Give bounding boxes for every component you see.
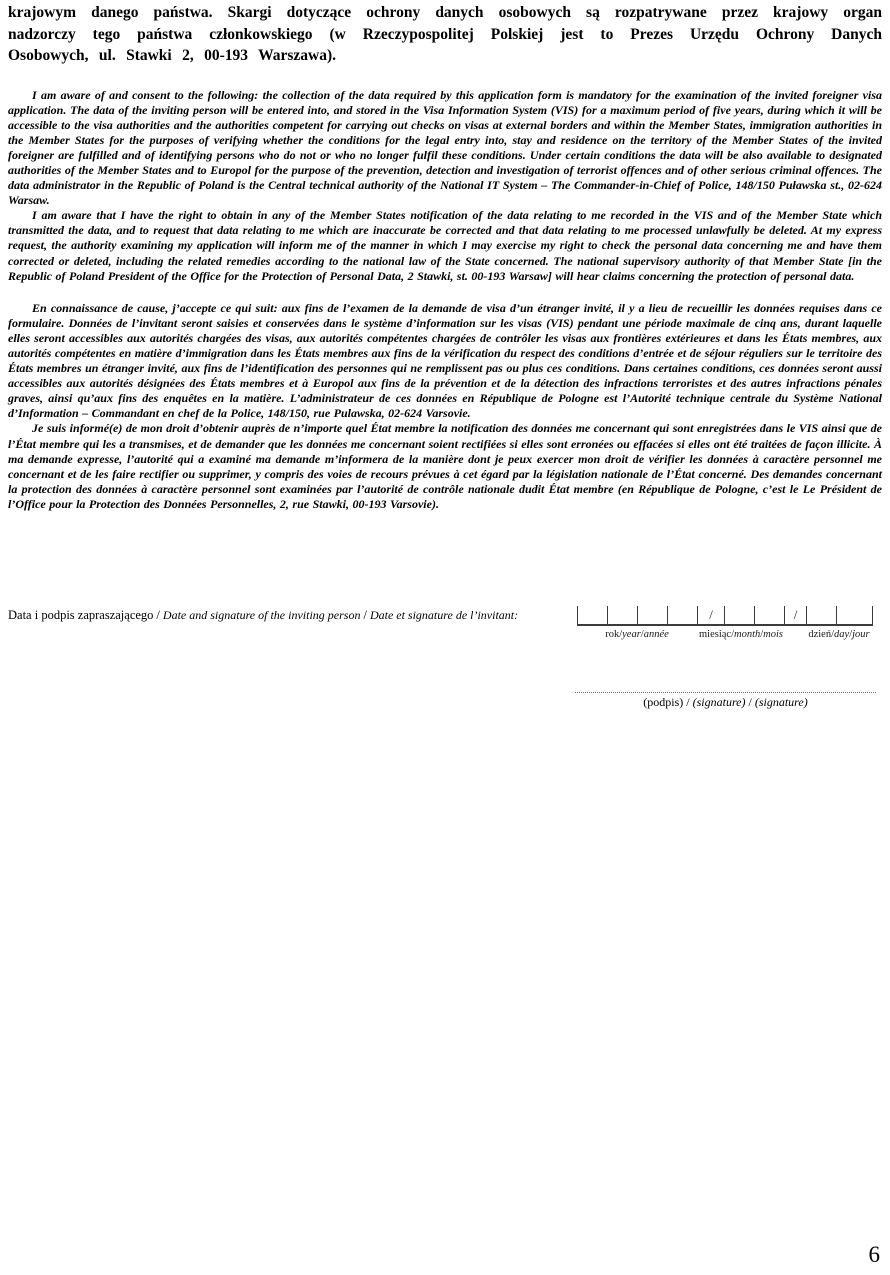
consent-paragraph-en-1: I am aware of and consent to the following: the collection of the data required by this application form is mandatory for the examination of the invited foreigner visa application. The data of the inviting person will be entered into, and stored in the Visa Information System (VIS) for a maximum period of five years, during which it will be accessible to the visa authorities and the authorities competent for carrying out checks on visas at external borders and within the Member States, immigration authorities in the Member States for the purposes of verifying whether the conditions for the legal entry into, stay and residence on the territory of the Member States of the invited foreigner are fulfilled and of identifying persons who do not or who no longer fulfil these conditions. Under certain conditions the data will be also available to designated authorities of the Member States and to Europol for the purpose of the prevention, detection and investigation of terrorist offences and of other serious criminal offences. The data administrator in the Republic of Poland is the Central technical authority of the National IT System – The Commander-in-Chief of Police, 148/150 Puławska st., 02-624 Warsaw. [8,87,882,208]
date-cell-month-2 [754,606,784,624]
month-label-fr: mois [763,629,784,640]
date-label-year [605,629,669,640]
month-label-en: month [733,629,761,640]
year-label-fr: année [643,629,669,640]
consent-paragraph-en-2: I am aware that I have the right to obtain in any of the Member States notification of the data relating to me recorded in the VIS and of the Member State which transmitted the data, and to request that data relating to me which are inaccurate be corrected and that data relating to me processed unlawfully be deleted. At my express request, the authority examining my application will inform me of the manner in which I may exercise my right to check the personal data concerning me and have them corrected or deleted, including the related remedies according to the national law of the State concerned. The national supervisory authority of that Member State [in the Republic of Poland President of the Office for the Protection of Personal Data, 2 Stawki, st. 00-193 Warsaw] will hear claims concerning the protection of personal data. [8,208,882,283]
signature-label-en: (signature) [692,695,746,709]
date-cell-day-1 [806,606,836,624]
date-cell-year-2 [607,606,637,624]
caption-separator: / [686,695,690,709]
label-slash: / [640,629,644,640]
label-slash: / [849,629,853,640]
date-label-day [808,629,869,640]
day-label-fr: jour [852,629,870,640]
caption-separator: / [156,608,160,622]
label-slash: / [731,629,734,640]
date-slash-cell [784,606,806,624]
date-slash: / [709,607,713,622]
date-cell-month-1 [724,606,754,624]
label-slash: / [760,629,764,640]
date-cell-year-4 [667,606,697,624]
day-label-pl: dzień [808,629,832,640]
podpis-label: (podpis) [643,695,684,709]
consent-block-fr [8,301,882,512]
continuation-paragraph-pl: krajowym danego państwa. Skargi dotyczące ochrony danych osobowych są rozpatrywane przez krajowy organ nadzorczy tego państwa członkowskiego (w Rzeczypospolitej Polskiej jest to Prezes Urzędu Ochrony Danych Osobowych, ul. Stawki 2, 00-193 Warszawa). [8,4,882,64]
signature-label-fr: (signature) [754,695,808,709]
label-slash: / [831,629,835,640]
date-signature-caption [8,608,518,623]
consent-paragraph-fr-1: En connaissance de cause, j’accepte ce qui suit: aux fins de l’examen de la demande de visa d’un étranger invité, il y a lieu de recueillir les données requises dans ce formulaire. Données de l’invitant seront saisies et conservées dans le système d’information sur les visas (VIS) pendant une période maximale de cinq ans, durant laquelle elles seront accessibles aux autorités chargées des visas, aux autorités compétentes chargées de contrôler les visas aux frontières extérieures et dans les États membres, aux autorités compétentes en matière d’immigration dans les États membres aux fins de la vérification du respect des conditions d’entrée et de séjour réguliers sur le territoire des États membres un étranger invité, aux fins de l’identification des personnes qui ne remplissent pas ou plus ces conditions. Dans certaines conditions, ces données seront aussi accessibles aux autorités désignées des États membres et à Europol aux fins de la prévention et de la détection des infractions terroristes et des autres infractions pénales graves, ainsi qu’aux fins des enquêtes en la matière. L’administrateur de ces données en République de Pologne est l’Autorité technique centrale du Système National d’Information – Commandant en chef de la Police, 148/150, rue Pulawska, 02-624 Varsovie. [8,300,882,421]
consent-block-en [8,88,882,284]
signature-dotted-line [575,692,876,693]
day-label-en: day [834,629,850,640]
caption-separator: / [748,695,752,709]
date-signature-caption-fr: Date et signature de l’invitant: [369,608,519,622]
date-cell-year-1 [577,606,607,624]
date-entry-comb [577,606,873,626]
date-slash-cell [697,606,724,624]
caption-separator: / [363,608,367,622]
month-label-pl: miesiąc [698,629,732,640]
consent-paragraph-fr-2: Je suis informé(e) de mon droit d’obtenir auprès de n’importe quel État membre la notification des données me concernant qui sont enregistrées dans le VIS ainsi que de l’État membre qui les a transmises, et de demander que les données me concernant soient rectifiées si elles sont erronées ou effacées si elles ont été traitées de façon illicite. À ma demande expresse, l’autorité qui a examiné ma demande m’informera de la manière dont je peux exercer mon droit de vérifier les données à caractère personnel me concernant et de les faire rectifier ou supprimer, y compris des voies de recours prévues à cet égard par la législation nationale de l’État concerné. Des demandes concernant la protection des données à caractère personnel sont examinées par l’autorité de contrôle nationale dudit État membre (en République de Pologne, c’est le Le Président de l’Office pour la Protection des Données Personnelles, 2, rue Stawki, 00-193 Varsovie). [8,421,882,511]
date-signature-caption-en: Date and signature of the inviting person [162,608,361,622]
year-label-pl: rok [605,629,620,640]
date-cell-day-2 [836,606,873,624]
date-cell-year-3 [637,606,667,624]
page-number: 6 [868,1242,880,1267]
date-slash: / [793,607,798,622]
signature-caption [575,695,876,710]
label-slash: / [619,629,623,640]
year-label-en: year [622,629,641,640]
date-signature-caption-pl: Data i podpis zapraszającego [8,608,154,622]
date-label-month [699,629,783,640]
